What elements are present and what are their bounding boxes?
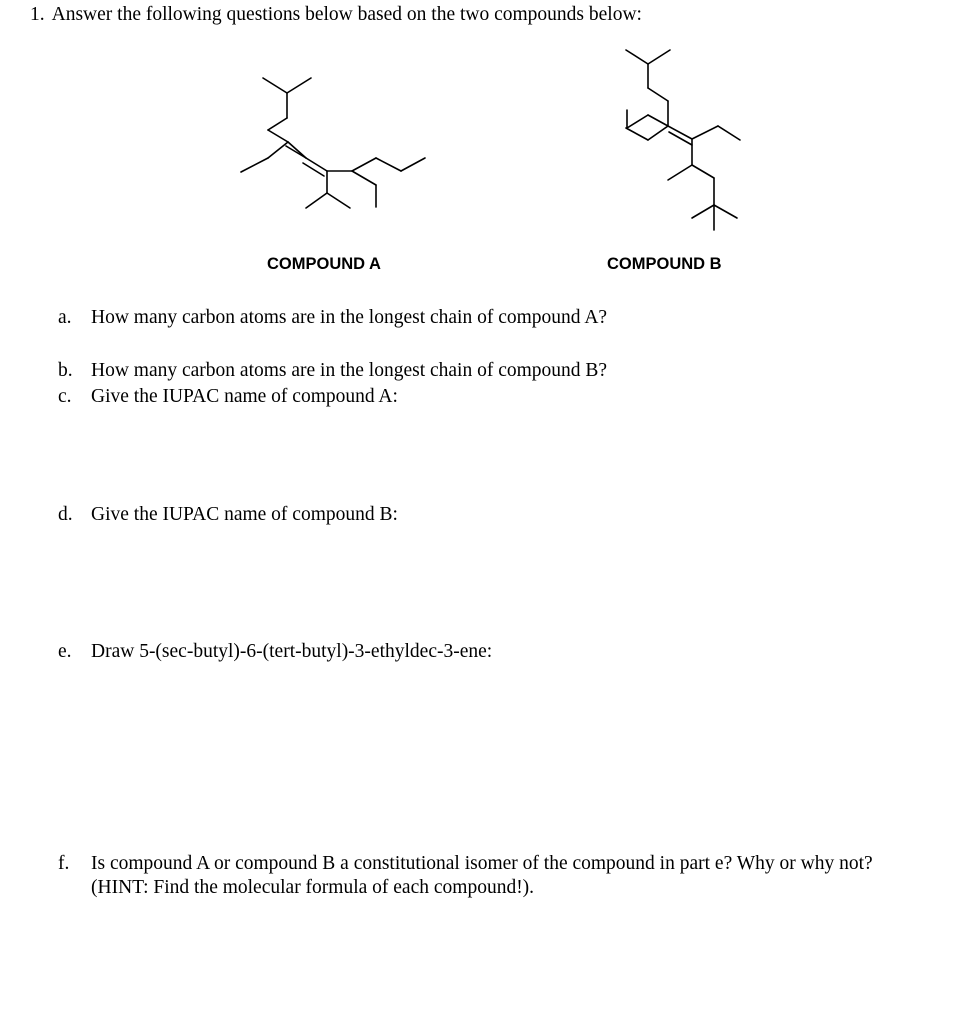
- compound-a-structure: [241, 78, 425, 208]
- question-item-e: [58, 641, 492, 663]
- compound-b-label: COMPOUND B: [607, 255, 722, 273]
- question-item-b: [58, 360, 607, 382]
- item-text: How many carbon atoms are in the longest chain of compound B?: [91, 360, 608, 381]
- question-item-a: [58, 307, 607, 329]
- item-letter: d.: [58, 504, 73, 525]
- item-letter: c.: [58, 386, 72, 407]
- question-item-c: [58, 386, 398, 408]
- item-letter: f.: [58, 853, 70, 874]
- item-letter: a.: [58, 307, 72, 328]
- item-letter: e.: [58, 641, 72, 662]
- item-text: Give the IUPAC name of compound B:: [91, 504, 398, 525]
- question-prompt: Answer the following questions below based on the two compounds below:: [51, 4, 642, 25]
- item-text: How many carbon atoms are in the longest chain of compound A?: [91, 307, 608, 328]
- item-text: Give the IUPAC name of compound A:: [91, 386, 398, 407]
- item-text: Draw 5-(sec-butyl)-6-(tert-butyl)-3-ethyldec-3-ene:: [91, 641, 493, 662]
- question-item-f: [58, 853, 873, 899]
- compound-b-structure: [626, 50, 740, 230]
- compound-a-label: COMPOUND A: [267, 255, 381, 273]
- item-hint: (HINT: Find the molecular formula of each compound!).: [91, 877, 535, 898]
- item-letter: b.: [58, 360, 73, 381]
- question-item-d: [58, 504, 398, 526]
- item-text: Is compound A or compound B a constitutional isomer of the compound in part e? Why or why not?: [91, 853, 873, 874]
- compound-structures: [0, 0, 976, 260]
- question-number: 1.: [30, 4, 45, 25]
